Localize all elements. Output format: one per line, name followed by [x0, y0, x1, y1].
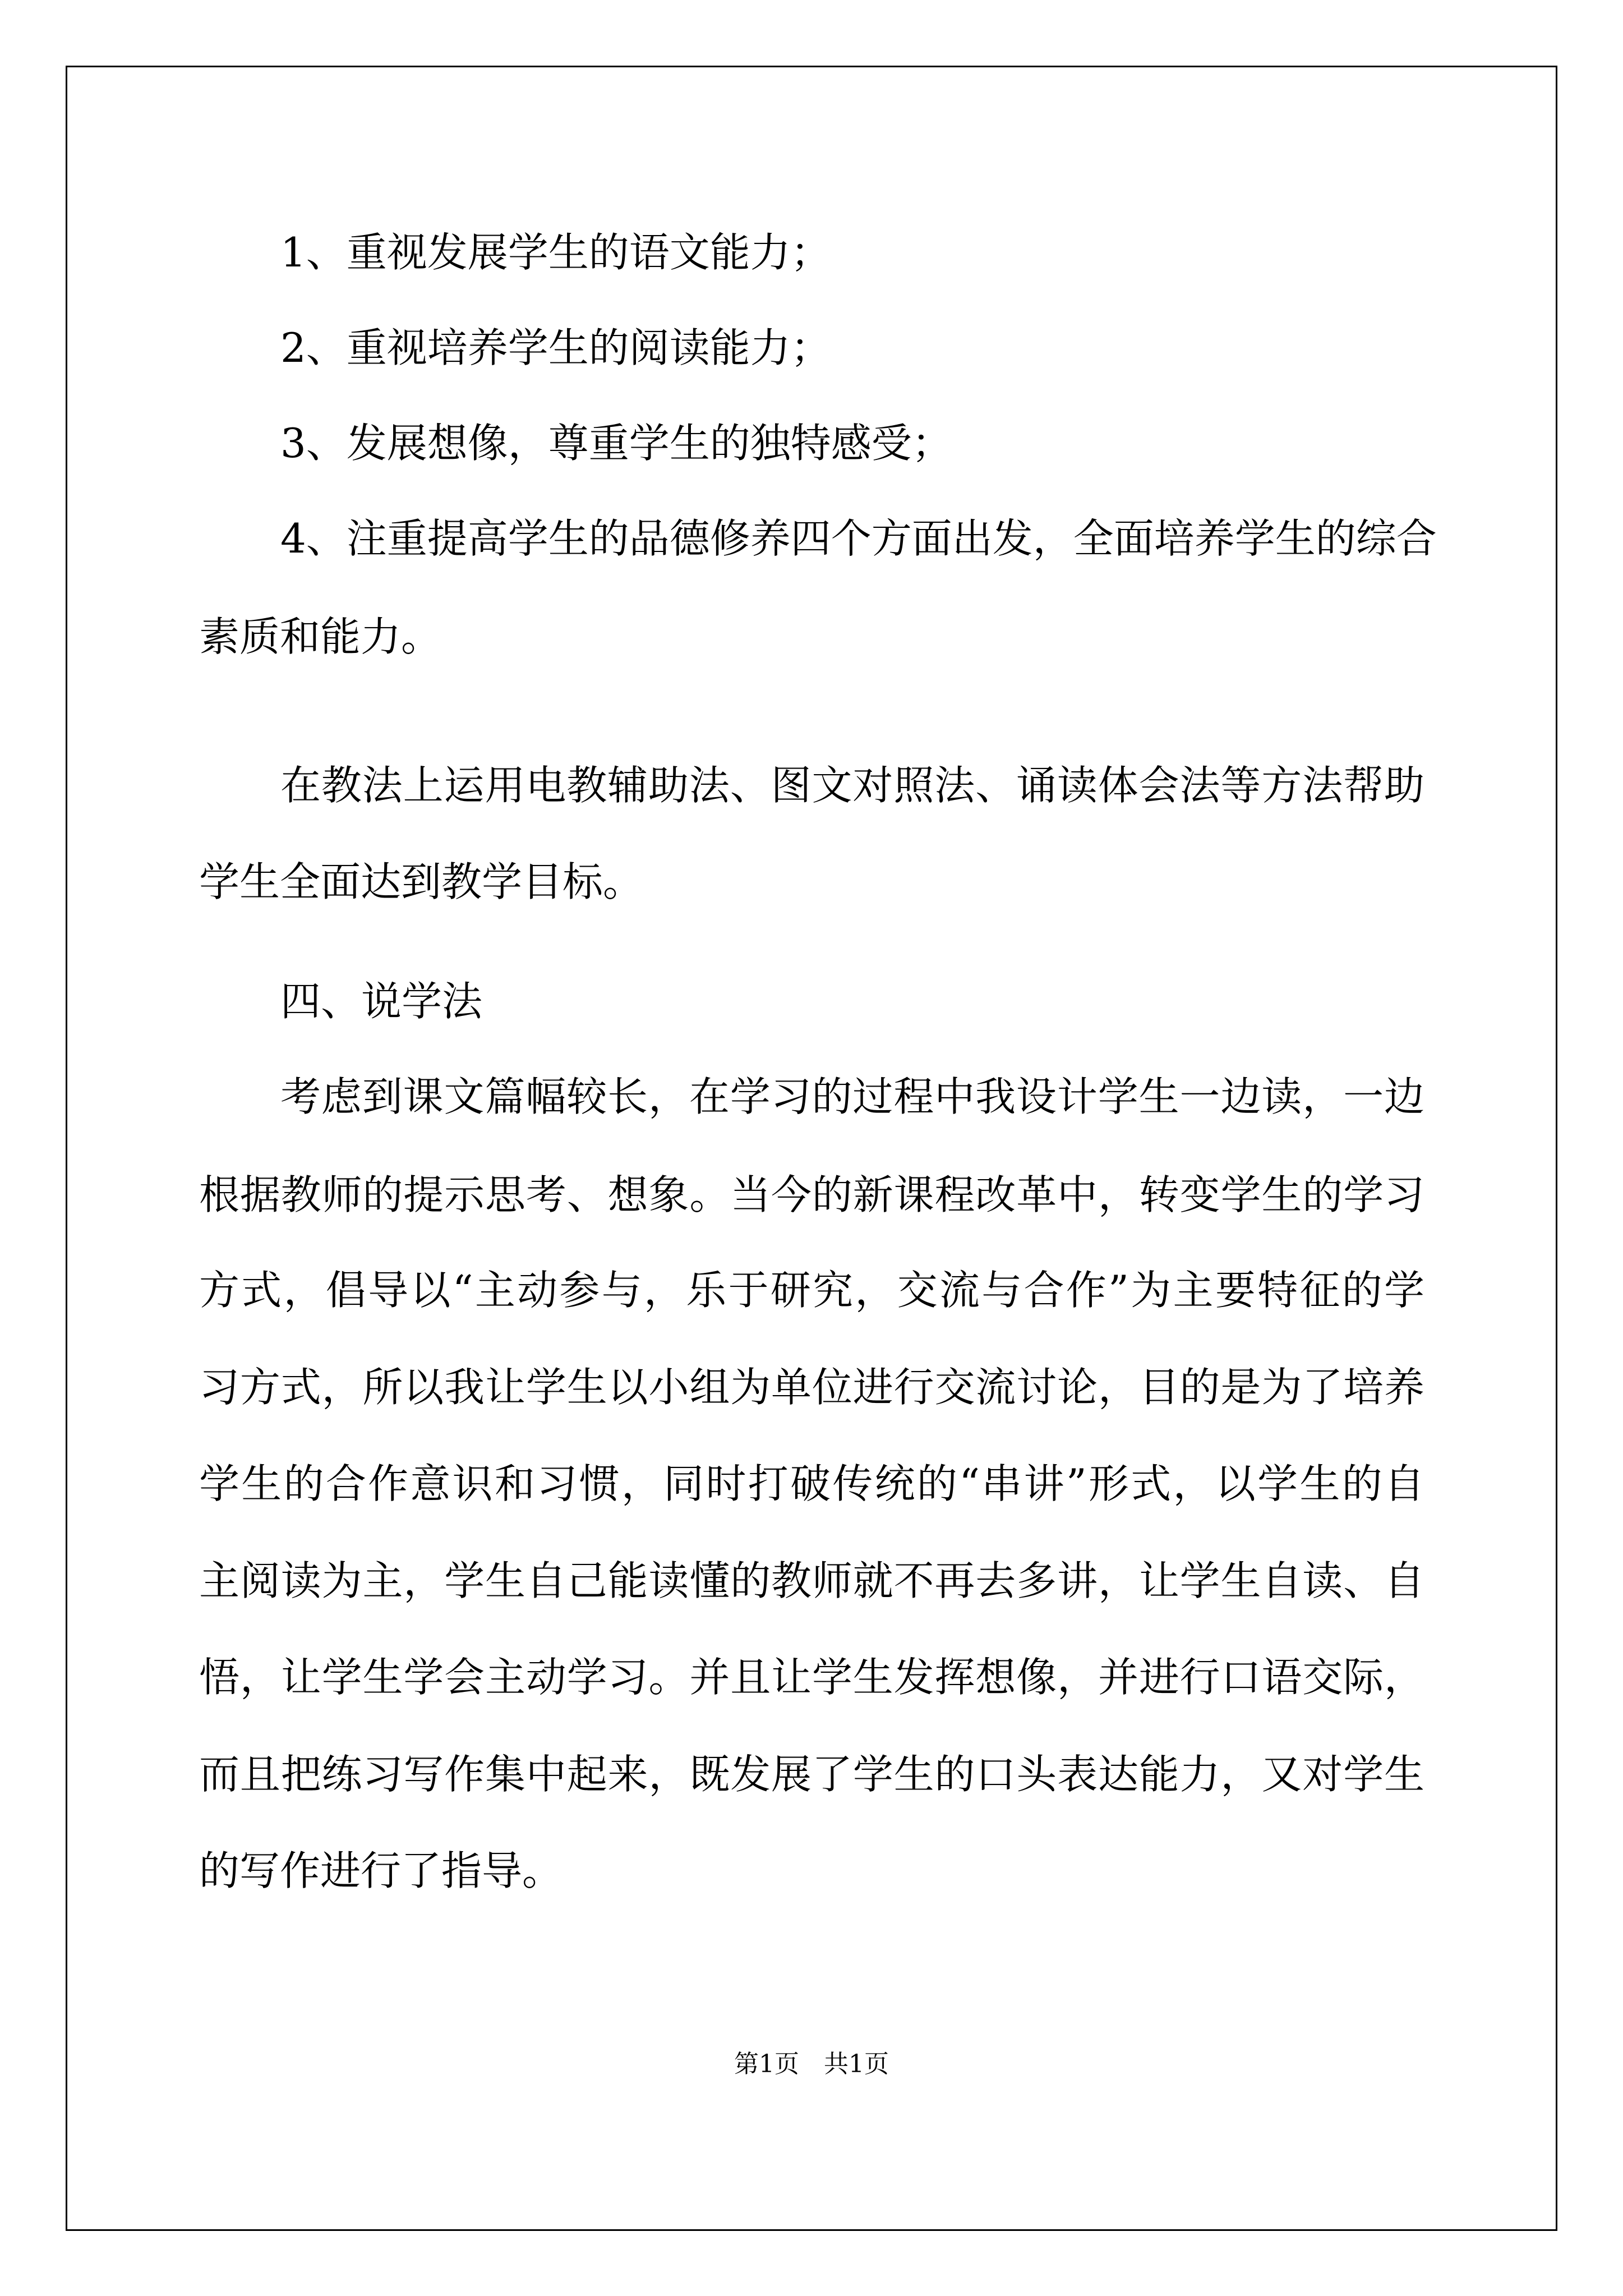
list-item-4-line-2: 素质和能力。 [199, 613, 442, 660]
paragraph-learning-line-6: 主阅读为主，学生自己能读懂的教师就不再去多讲，让学生自读、自 [199, 1557, 1424, 1604]
paragraph-teaching-method-line-1: 在教法上运用电教辅助法、图文对照法、诵读体会法等方法帮助 [280, 762, 1424, 809]
paragraph-learning-line-5: 学生的合作意识和习惯，同时打破传统的“串讲”形式，以学生的自 [199, 1460, 1424, 1507]
paragraph-learning-line-1: 考虑到课文篇幅较长，在学习的过程中我设计学生一边读，一边 [280, 1073, 1424, 1120]
paragraph-learning-line-8: 而且把练习写作集中起来，既发展了学生的口头表达能力，又对学生 [199, 1751, 1424, 1798]
paragraph-learning-line-2: 根据教师的提示思考、想象。当今的新课程改革中，转变学生的学习 [199, 1171, 1424, 1218]
paragraph-teaching-method-line-2: 学生全面达到教学目标。 [199, 858, 644, 905]
paragraph-learning-line-4: 习方式，所以我让学生以小组为单位进行交流讨论，目的是为了培养 [199, 1364, 1424, 1411]
paragraph-learning-line-9: 的写作进行了指导。 [199, 1847, 563, 1894]
paragraph-learning-line-3: 方式，倡导以“主动参与，乐于研究，交流与合作”为主要特征的学 [199, 1267, 1424, 1314]
list-item-2: 2、重视培养学生的阅读能力； [280, 324, 831, 371]
list-item-3: 3、发展想像，尊重学生的独特感受； [280, 420, 952, 467]
section-heading-learning-method: 四、说学法 [280, 978, 483, 1025]
page-frame [66, 66, 1557, 2231]
paragraph-learning-line-7: 悟，让学生学会主动学习。并且让学生发挥想像，并进行口语交际， [199, 1654, 1424, 1701]
list-item-1: 1、重视发展学生的语文能力； [280, 229, 831, 276]
page-number-footer: 第1页 共1页 [734, 2050, 889, 2078]
list-item-4-line-1: 4、注重提高学生的品德修养四个方面出发，全面培养学生的综合 [280, 515, 1437, 562]
